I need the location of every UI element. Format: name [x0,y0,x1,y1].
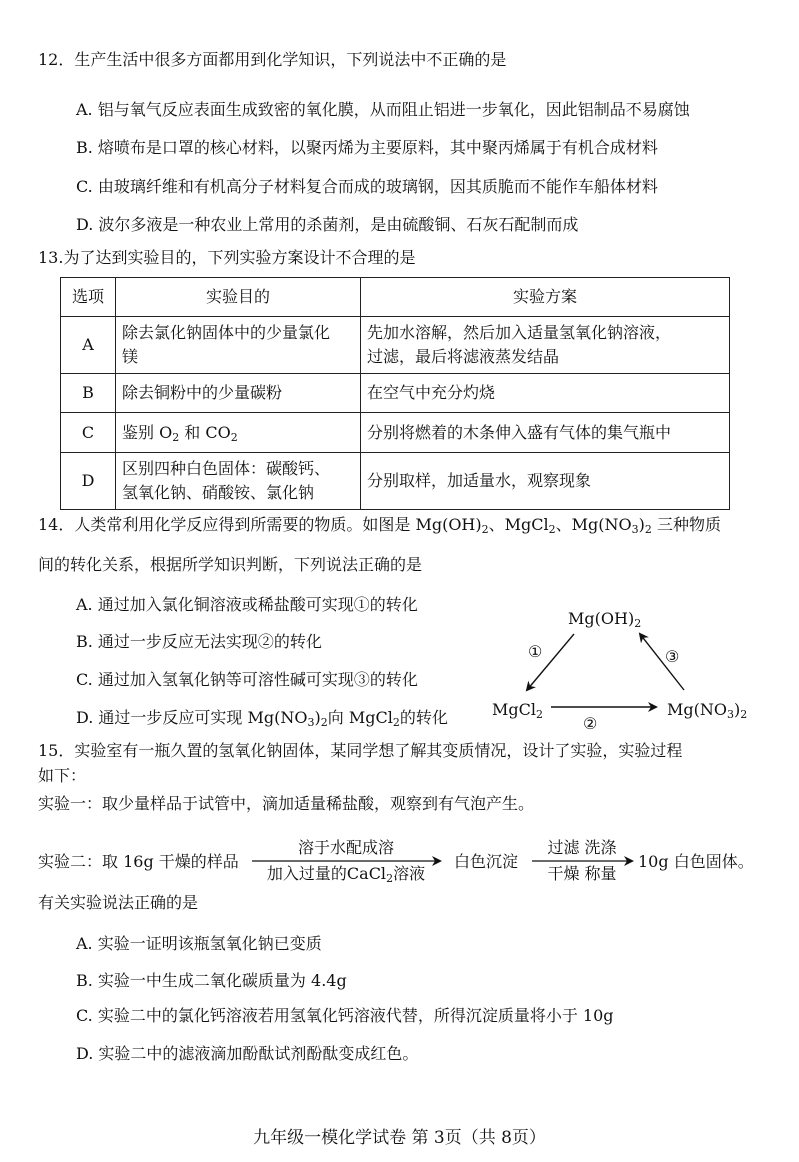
diagram-label-1: ① [528,642,543,661]
row-goal: 区别四种白色固体：碳酸钙、 氢氧化钠、硝酸铵、氯化钠 [116,453,361,510]
q14-option-b: B. 通过一步反应无法实现②的转化 [76,632,322,651]
q15-experiment-1: 实验一：取少量样品于试管中，滴加适量稀盐酸，观察到有气泡产生。 [38,794,535,813]
q12-option-d: D. 波尔多液是一种农业上常用的杀菌剂，是由硫酸铜、石灰石配制而成 [76,215,579,234]
q15-question: 有关实验说法正确的是 [38,893,199,912]
flow-white-precipitate: 白色沉淀 [454,852,519,871]
row-option: D [61,453,116,510]
row-goal: 除去铜粉中的少量碳粉 [116,374,361,413]
diagram-node-mgno32: $Mg(NO_3)_2$ [667,700,748,721]
arrow-1 [527,634,574,690]
q14-option-d: D. 通过一步反应可实现 $Mg(NO_3)_2$向 MgCl$_2$的转化 [76,708,448,729]
diagram-label-2: ② [583,714,598,733]
q14-stem-line2: 间的转化关系，根据所学知识判断，下列说法正确的是 [38,555,423,574]
q15-option-d: D. 实验二中的滤液滴加酚酞试剂酚酞变成红色。 [76,1044,419,1063]
q15-option-b: B. 实验一中生成二氧化碳质量为 4.4g [76,971,347,990]
row-goal: 除去氯化钠固体中的少量氯化 镁 [116,317,361,374]
page-footer: 九年级一模化学试卷 第 3页（共 8页） [253,1128,546,1148]
flow-end: 10g 白色固体。 [638,852,754,871]
q15-experiment-2-start: 实验二：取 16g 干燥的样品 [38,852,239,871]
row-plan: 在空气中充分灼烧 [361,374,730,413]
q15-option-a: A. 实验一证明该瓶氢氧化钠已变质 [76,934,322,953]
row-plan: 先加水溶解，然后加入适量氢氧化钠溶液， 过滤，最后将滤液蒸发结晶 [361,317,730,374]
q14-stem-line1: 14．人类常利用化学反应得到所需要的物质。如图是 $Mg(OH)_2$、MgCl$_2$、$Mg(NO_3)_2$ 三种物质 [38,515,721,536]
diagram-node-mgcl2: MgCl$_2$ [492,700,543,721]
q12-option-a: A. 铝与氧气反应表面生成致密的氧化膜，从而阻止铝进一步氧化，因此铝制品不易腐蚀 [76,100,690,119]
q15-stem-line2: 如下： [38,766,87,785]
header-plan: 实验方案 [361,278,730,317]
flow-arrow-1-top: 溶于水配成溶 [297,838,394,857]
row-option: C [61,413,116,453]
q13-stem: 13.为了达到实验目的，下列实验方案设计不合理的是 [38,248,416,267]
row-option: B [61,374,116,413]
header-goal: 实验目的 [116,278,361,317]
diagram-node-mgoh2: $Mg(OH)_2$ [568,609,642,630]
q12-option-c: C. 由玻璃纤维和有机高分子材料复合而成的玻璃钢，因其质脆而不能作车船体材料 [76,177,658,196]
row-option: A [61,317,116,374]
diagram-label-3: ③ [665,647,680,666]
flow-arrow-2-top: 过滤 洗涤 [547,838,617,857]
row-plan: 分别取样，加适量水，观察现象 [361,453,730,510]
row-plan: 分别将燃着的木条伸入盛有气体的集气瓶中 [361,413,730,453]
arrow-3 [640,634,684,690]
flow-arrow-1-bottom: 加入过量的CaCl$_2$溶液 [266,864,426,885]
q12-option-b: B. 熔喷布是口罩的核心材料，以聚丙烯为主要原料，其中聚丙烯属于有机合成材料 [76,138,658,157]
q14-option-c: C. 通过加入氢氧化钠等可溶性碱可实现③的转化 [76,670,418,689]
q15-option-c: C. 实验二中的氯化钙溶液若用氢氧化钙溶液代替，所得沉淀质量将小于 10g [76,1006,614,1025]
header-option: 选项 [61,278,116,317]
q15-stem-line1: 15．实验室有一瓶久置的氢氧化钠固体，某同学想了解其变质情况，设计了实验，实验过程 [38,741,683,760]
q14-option-a: A. 通过加入氯化铜溶液或稀盐酸可实现①的转化 [76,595,418,614]
flow-arrow-2-bottom: 干燥 称量 [547,864,617,883]
row-goal: 鉴别 $O_2$ 和 $CO_2$ [116,413,361,453]
q12-stem: 12．生产生活中很多方面都用到化学知识，下列说法中不正确的是 [38,50,507,69]
